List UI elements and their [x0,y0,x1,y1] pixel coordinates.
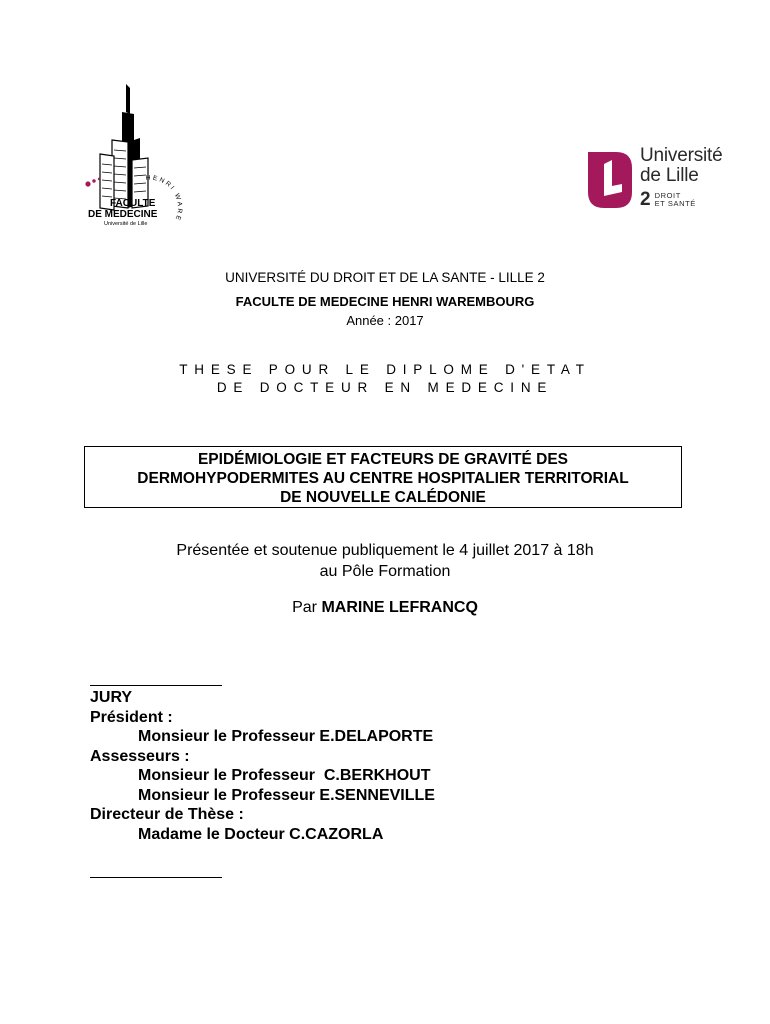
university-logo-sub1: DROIT [654,190,681,200]
president-name: Monsieur le Professeur E.DELAPORTE [138,728,434,745]
assessor-name-1: Monsieur le Professeur C.BERKHOUT [138,767,431,784]
faculty-name: FACULTE DE MEDECINE HENRI WAREMBOURG [235,294,535,309]
thesis-title-line1: EPIDÉMIOLOGIE ET FACTEURS DE GRAVITÉ DES [197,451,569,468]
author-line [0,599,770,617]
lille-shield-icon [586,150,634,210]
presentation-line1: Présentée et soutenue publiquement le 4 juillet 2017 à 18h [176,542,594,559]
author-prefix: Par [292,599,322,616]
university-logo-line2: de Lille [640,165,699,186]
jury-section [90,688,435,844]
director-name: Madame le Docteur C.CAZORLA [138,825,384,843]
thesis-title-line2: DERMOHYPODERMITES AU CENTRE HOSPITALIER TERRITORIAL [137,470,629,487]
thesis-degree-line1: THESE POUR LE DIPLOME D'ETAT [179,362,591,377]
faculty-logo-line3: Université de Lille [104,221,148,227]
jury-heading: JURY [90,689,133,706]
universite-de-lille-logo [586,142,746,214]
university-logo-number: 2 [640,189,651,210]
president-label: Président : [90,708,173,726]
faculty-logo-arc-text: HENRI WARE [145,174,184,223]
thesis-title-box [84,446,682,508]
university-logo-line1: Université [640,145,723,166]
jury-bottom-rule [90,877,222,878]
thesis-degree-line2: DE DOCTEUR EN MEDECINE [216,380,554,395]
author-name: MARINE LEFRANCQ [321,599,478,616]
presentation-line2: au Pôle Formation [319,563,451,580]
faculty-logo-line1: FACULTE [110,198,156,209]
assessors-label: Assesseurs : [90,747,190,765]
year-line: Année : 2017 [346,313,424,328]
university-logo-sub2: ET SANTÉ [654,198,696,208]
jury-top-rule [90,685,222,686]
faculty-building-logo-icon [82,84,194,244]
thesis-title-line3: DE NOUVELLE CALÉDONIE [280,489,486,506]
faculty-logo-line2: DE MEDECINE [88,209,158,220]
director-label: Directeur de Thèse : [90,806,244,823]
university-name: UNIVERSITÉ DU DROIT ET DE LA SANTE - LILLE 2 [225,270,545,285]
assessor-name-2: Monsieur le Professeur E.SENNEVILLE [138,786,435,804]
